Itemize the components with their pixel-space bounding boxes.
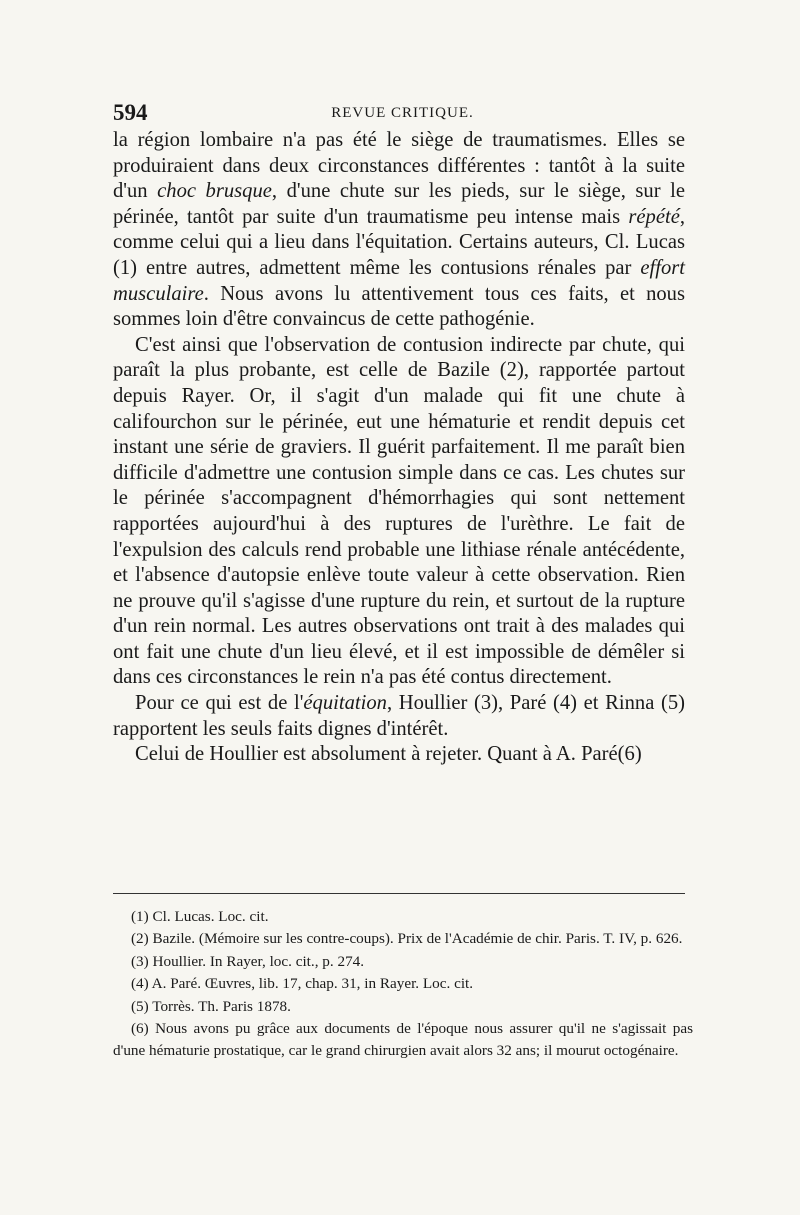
text-run: , Houllier (3), Paré (4) et Rinna (5) rapportent les seuls faits dignes d'intérêt.: [113, 692, 685, 740]
footnote-5: (5) Torrès. Th. Paris 1878.: [131, 997, 291, 1015]
paragraph-1: [113, 128, 685, 333]
text-run: . Nous avons lu attentivement tous ces faits, et nous sommes loin d'être convaincus de cette pathogénie.: [113, 282, 685, 331]
footnote-1: (1) Cl. Lucas. Loc. cit.: [131, 908, 269, 925]
footnotes: [113, 906, 693, 1063]
page-number: 594: [113, 100, 148, 125]
body-text: [113, 128, 685, 768]
text-run: la région lombaire n'a pas été le siège de traumatismes. Elles se produiraient dans deux circonstances différentes : tantôt à la suite d'un: [113, 129, 685, 203]
text-run: Celui de Houllier est absolument à rejeter. Quant à A. Paré(6): [135, 743, 642, 766]
running-title: REVUE CRITIQUE.: [331, 105, 474, 121]
italic-run: choc brusque: [157, 180, 272, 203]
footnote-2: (2) Bazile. (Mémoire sur les contre-coups). Prix de l'Académie de chir. Paris. T. IV, p. 626.: [131, 930, 683, 948]
text-run: , d'une chute sur les pieds, sur le siège, sur le périnée, tantôt par suite d'un traumatisme peu intense mais: [113, 180, 685, 228]
footnote-4: (4) A. Paré. Œuvres, lib. 17, chap. 31, in Rayer. Loc. cit.: [131, 975, 474, 993]
paragraph-2: [113, 333, 685, 691]
footnote-6: (6) Nous avons pu grâce aux documents de l'époque nous assurer qu'il ne s'agissait pas d'une hématurie prostatique, car le grand chirurgien avait alors 32 ans; il mourut octogénaire.: [113, 1020, 693, 1060]
italic-run: équitation: [303, 692, 387, 715]
paragraph-3: [113, 691, 685, 742]
paragraph-4: [113, 742, 685, 768]
footnote-3: (3) Houllier. In Rayer, loc. cit., p. 274.: [131, 952, 365, 970]
italic-run: effort musculaire: [113, 256, 685, 305]
footnote-divider: [113, 893, 685, 894]
italic-run: répété: [628, 205, 680, 228]
running-head: [113, 100, 692, 128]
text-run: , comme celui qui a lieu dans l'équitation. Certains auteurs, Cl. Lucas (1) entre autres, admettent même les contusions rénales par: [113, 205, 685, 279]
text-run: Pour ce qui est de l': [135, 692, 304, 715]
text-run: C'est ainsi que l'observation de contusion indirecte par chute, qui paraît la plus probante, est celle de Bazile (2), rapportée partout depuis Rayer. Or, il s'agit d'un malade qui fit une chute à califourchon sur le périnée, eut une hématurie et rendit depuis cet instant une série de graviers. Il guérit parfaitement. Il me paraît bien difficile d'admettre une contusion simple dans ce cas. Les chutes sur le périnée s'accompagnent d'hémorrhagies qui sont nettement rapportées aujourd'hui à des ruptures de l'urèthre. Le fait de l'expulsion des calculs rend probable une lithiase rénale antécédente, et l'absence d'autopsie enlève toute valeur à cette observation. Rien ne prouve qu'il s'agisse d'une rupture du rein, et surtout de la rupture d'un rein normal. Les autres observations ont trait à des malades qui ont fait une chute d'un lieu élevé, et il est impossible de démêler si dans ces circonstances le rein n'a pas été contus directement.: [113, 333, 685, 689]
